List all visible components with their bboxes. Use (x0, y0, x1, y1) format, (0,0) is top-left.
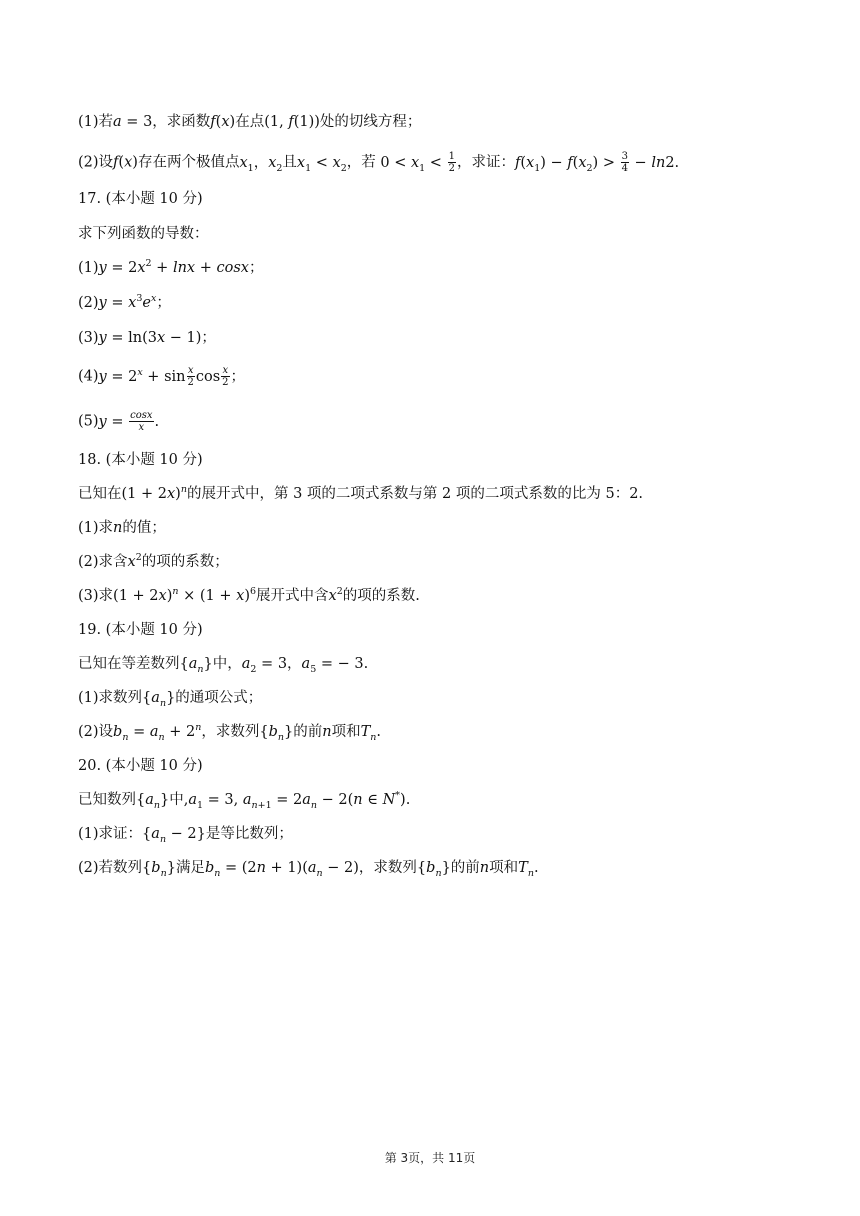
q18-part1: (1)求n的值； (78, 520, 166, 536)
q18-header: 18. (本小题 10 分) (78, 452, 203, 468)
fraction: $\frac{x}{2}$ (187, 365, 194, 388)
q19-part1: (1)求数列$\{a_n\}$的通项公式； (78, 690, 263, 709)
q20-part2: (2)若数列$\{b_n\}$满足$b_n = (2n + 1)(a_n - 2)$，求数列$\{b_n\}$的前n项和$T_n$. (78, 860, 539, 879)
q17-item-3: (3)y = ln(3x − 1)； (78, 330, 216, 346)
q19-intro: 已知在等差数列$\{a_n\}$中，$a_2 = 3$，$a_5$ = − 3. (78, 656, 369, 675)
q17-header: 17. (本小题 10 分) (78, 191, 203, 207)
q20-header: 20. (本小题 10 分) (78, 758, 203, 774)
q20-intro: 已知数列$\{a_n\}$中$,a_1 = 3$, $a_{n+1} = 2a_n - 2(n$ ∈ N*). (78, 790, 411, 811)
page-footer: 第 3页，共 11页 (384, 1151, 476, 1165)
q19-part2: (2)设$b_n = a_n + 2^n$，求数列$\{b_n\}$的前n项和$T_n$. (78, 722, 381, 743)
q17-item-5: (5)y = $\frac{\cos x}{x}$ . (78, 410, 160, 433)
q16-part1: (1)若a = 3，求函数f(x)在点(1, f(1))处的切线方程； (78, 114, 422, 130)
q16-part2: (2)设f(x)存在两个极值点$x_1$，$x_2$且$x_1 < x_2$，若 $0 < x_1$ < $\frac{1}{2}$ ，求证：$f(x_1) - f(x_2)$ > $\frac{3}{4}$ − ln2. (78, 151, 680, 174)
q17-intro: 求下列函数的导数： (78, 226, 209, 242)
q18-part2: (2)求含$x^2$的项的系数； (78, 552, 229, 570)
q18-part3: (3)求$(1 + 2x)^n \times (1 + x)^6$展开式中含$x^2$的项的系数. (78, 586, 420, 604)
q17-item-4: $(4)y = 2^x + \sin$ $\frac{x}{2}$ cos $\frac{x}{2}$ ； (78, 365, 246, 388)
fraction: $\frac{1}{2}$ (448, 151, 455, 174)
fraction: $\frac{x}{2}$ (222, 365, 229, 388)
fraction: $\frac{\cos x}{x}$ (130, 410, 153, 433)
q17-item-1: $(1)y = 2x^2 + \ln x + \cos x$； (78, 258, 264, 276)
q17-item-2: $(2)y = x^3e^x$； (78, 293, 171, 311)
fraction: $\frac{3}{4}$ (621, 151, 628, 174)
q19-header: 19. (本小题 10 分) (78, 622, 203, 638)
q18-intro: 已知在$(1 + 2x)^n$的展开式中，第 3 项的二项式系数与第 2 项的二项式系数的比为 5：2. (78, 484, 644, 502)
q20-part1: (1)求证：$\{a_n - 2\}$是等比数列； (78, 826, 293, 845)
